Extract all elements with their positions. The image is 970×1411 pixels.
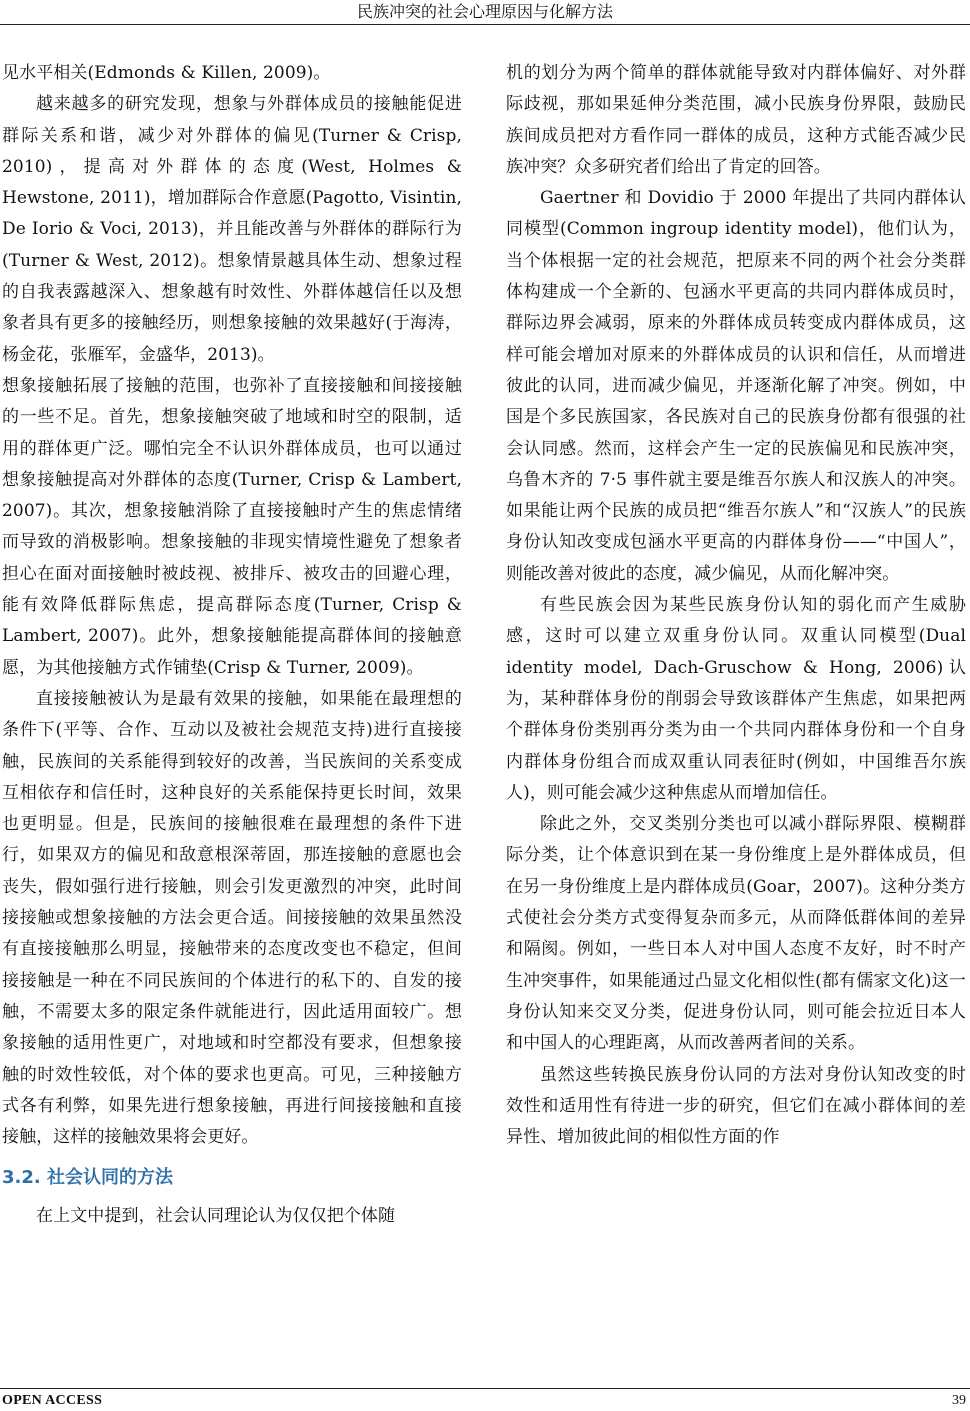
open-access-label: OPEN ACCESS — [2, 1393, 103, 1408]
paragraph: 直接接触被认为是最有效果的接触，如果能在最理想的条件下(平等、合作、互动以及被社会规范支持)进行直接接触，民族间的关系能得到较好的改善，当民族间的关系变成互相依存和信任时，这种良好的关系能保持更长时间，效果也更明显。但是，民族间的接触很难在最理想的条件下进行，如果双方的偏见和敌意根深蒂固，那连接触的意愿也会丧失，假如强行进行接触，则会引发更激烈的冲突，此时间接接触或想象接触的方法会更合适。间接接触的效果虽然没有直接接触那么明显，接触带来的态度改变也不稳定，但间接接触是一种在不同民族间的个体进行的私下的、自发的接触，不需要太多的限定条件就能进行，因此适用面较广。想象接触的适用性更广，对地域和时空都没有要求，但想象接触的时效性较低，对个体的要求也更高。可见，三种接触方式各有利弊，如果先进行想象接触，再进行间接接触和直接接触，这样的接触效果将会更好。 — [2, 688, 462, 1148]
paragraph: 见水平相关(Edmonds & Killen, 2009)。 — [2, 63, 331, 83]
running-header: 民族冲突的社会心理原因与化解方法 — [356, 2, 613, 21]
paragraph: 有些民族会因为某些民族身份认知的弱化而产生威胁感，这时可以建立双重身份认同。双重认同模型(Dual identity model, Dach-Gruschow & Hong, 2006)认为，某种群体身份的削弱会导致该群体产生焦虑，如果把两个群体身份类别再分类为由一个共同内群体身份和一个自身内群体身份组合而成双重认同表征时(例如，中国维吾尔族人)，则可能会减少这种焦虑从而增加信任。 — [506, 595, 966, 803]
footer-rule — [0, 1388, 970, 1389]
paragraph: 虽然这些转换民族身份认同的方法对身份认知改变的时效性和适用性有待进一步的研究，但它们在减小群体间的差异性、增加彼此间的相似性方面的作 — [506, 1064, 966, 1148]
paragraph: 除此之外，交叉类别分类也可以减小群际界限、模糊群际分类，让个体意识到在某一身份维度上是外群体成员，但在另一身份维度上是内群体成员(Goar，2007)。这种分类方式使社会分类方式变得复杂而多元，从而降低群体间的差异和隔阂。例如，一些日本人对中国人态度不友好，时不时产生冲突事件，如果能通过凸显文化相似性(都有儒家文化)这一身份认知来交叉分类，促进身份认同，则可能会拉近日本人和中国人的心理距离，从而改善两者间的关系。 — [506, 814, 966, 1054]
page-number: 39 — [952, 1393, 966, 1408]
paragraph: 在上文中提到，社会认同理论认为仅仅把个体随 — [36, 1206, 396, 1227]
paragraph: 越来越多的研究发现，想象与外群体成员的接触能促进群际关系和谐，减少对外群体的偏见(Turner & Crisp, 2010)，提高对外群体的态度(West, Holmes & Hewstone, 2011)，增加群际合作意愿(Pagotto, Visintin, De Iorio & Voci, 2013)，并且能改善与外群体的群际行为(Turner & West, 2012)。想象情景越具体生动、想象过程的自我表露越深入、想象越有时效性、外群体越信任以及想象者具有更多的接触经历，则想象接触的效果越好(于海涛，杨金花，张雁军，金盛华，2013)。 — [2, 94, 462, 365]
paragraph: Gaertner 和 Dovidio 于 2000 年提出了共同内群体认同模型(Common ingroup identity model)，他们认为，当个体根据一定的社会规范，把原来不同的两个社会分类群体构建成一个全新的、包涵水平更高的共同内群体成员时，群际边界会减弱，原来的外群体成员转变成内群体成员，这样可能会增加对原来的外群体成员的认识和信任，从而增进彼此的认同，进而减少偏见，并逐渐化解了冲突。例如，中国是个多民族国家，各民族对自己的民族身份都有很强的社会认同感。然而，这样会产生一定的民族偏见和民族冲突，乌鲁木齐的 7·5 事件就主要是维吾尔族人和汉族人的冲突。如果能让两个民族的成员把“维吾尔族人”和“汉族人”的民族身份认知改变成包涵水平更高的内群体身份——“中国人”，则能改善对彼此的态度，减少偏见，从而化解冲突。 — [506, 188, 966, 584]
right-column — [506, 58, 966, 1153]
header-rule — [0, 24, 970, 25]
left-column — [2, 58, 462, 1233]
section-heading: 3.2. 社会认同的方法 — [2, 1167, 173, 1189]
paragraph: 想象接触拓展了接触的范围，也弥补了直接接触和间接接触的一些不足。首先，想象接触突破了地域和时空的限制，适用的群体更广泛。哪怕完全不认识外群体成员，也可以通过想象接触提高对外群体的态度(Turner, Crisp & Lambert, 2007)。其次，想象接触消除了直接接触时产生的焦虑情绪而导致的消极影响。想象接触的非现实情境性避免了想象者担心在面对面接触时被歧视、被排斥、被攻击的回避心理，能有效降低群际焦虑，提高群际态度(Turner, Crisp & Lambert, 2007)。此外，想象接触能提高群体间的接触意愿，为其他接触方式作铺垫(Crisp & Turner, 2009)。 — [2, 375, 462, 678]
paragraph: 机的划分为两个简单的群体就能导致对内群体偏好、对外群际歧视，那如果延伸分类范围，减小民族身份界限，鼓励民族间成员把对方看作同一群体的成员，这种方式能否减少民族冲突？众多研究者们给出了肯定的回答。 — [506, 63, 966, 177]
